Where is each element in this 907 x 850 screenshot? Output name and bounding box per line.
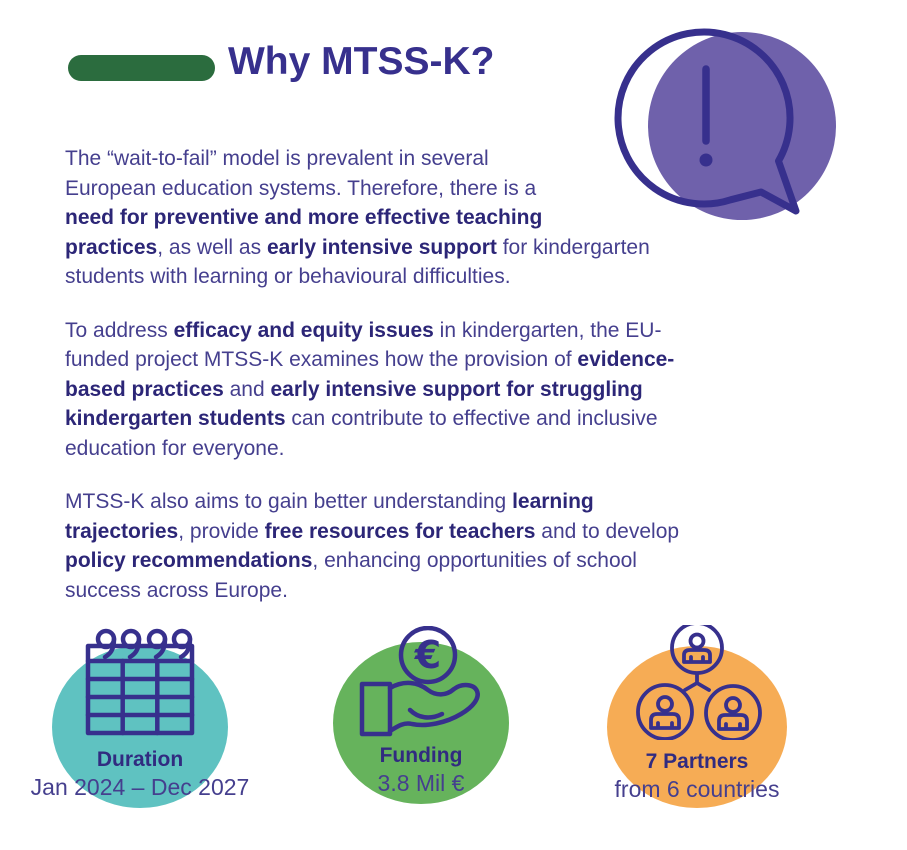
text-line: need for preventive and more effective teaching (65, 206, 543, 229)
text-line: European education systems. Therefore, there is a (65, 176, 537, 200)
calendar-icon (80, 626, 200, 738)
badge-title: 7 Partners (645, 750, 749, 773)
text-line: The “wait-to-fail” model is prevalent in several (65, 147, 489, 170)
text-line: education for everyone. (65, 436, 285, 460)
intro-paragraphs (65, 144, 855, 629)
text-line: funded project MTSS-K examines how the provision of evidence- (65, 348, 675, 371)
text-line: based practices and early intensive support for struggling (65, 377, 643, 401)
page-title: Why MTSS-K? (228, 40, 495, 83)
paragraph-aims (65, 487, 855, 605)
badge-partners (557, 625, 837, 803)
text-line: MTSS-K also aims to gain better understanding learning (65, 490, 594, 513)
badge-subtitle: 3.8 Mil € (377, 770, 465, 796)
text-line: kindergarten students can contribute to effective and inclusive (65, 407, 658, 430)
badge-funding (281, 626, 561, 797)
text-line: students with learning or behavioural difficulties. (65, 265, 511, 288)
text-line: policy recommendations, enhancing opportunities of school (65, 549, 637, 572)
badge-title: Duration (96, 748, 184, 771)
accent-pill (68, 55, 215, 81)
paragraph-wait-to-fail (65, 144, 855, 292)
badge-duration (0, 626, 280, 801)
partners-network-icon (632, 625, 762, 740)
hand-euro-icon (356, 626, 486, 738)
svg-text:€: € (414, 633, 442, 677)
text-line: To address efficacy and equity issues in kindergarten, the EU- (65, 318, 662, 342)
text-line: trajectories, provide free resources for teachers and to develop (65, 519, 680, 543)
text-line: practices, as well as early intensive support for kindergarten (65, 235, 650, 259)
text-line: success across Europe. (65, 578, 288, 602)
badge-subtitle: Jan 2024 – Dec 2027 (30, 774, 250, 800)
paragraph-efficacy-equity (65, 316, 855, 464)
badge-title: Funding (379, 744, 463, 767)
badge-subtitle: from 6 countries (614, 776, 780, 802)
